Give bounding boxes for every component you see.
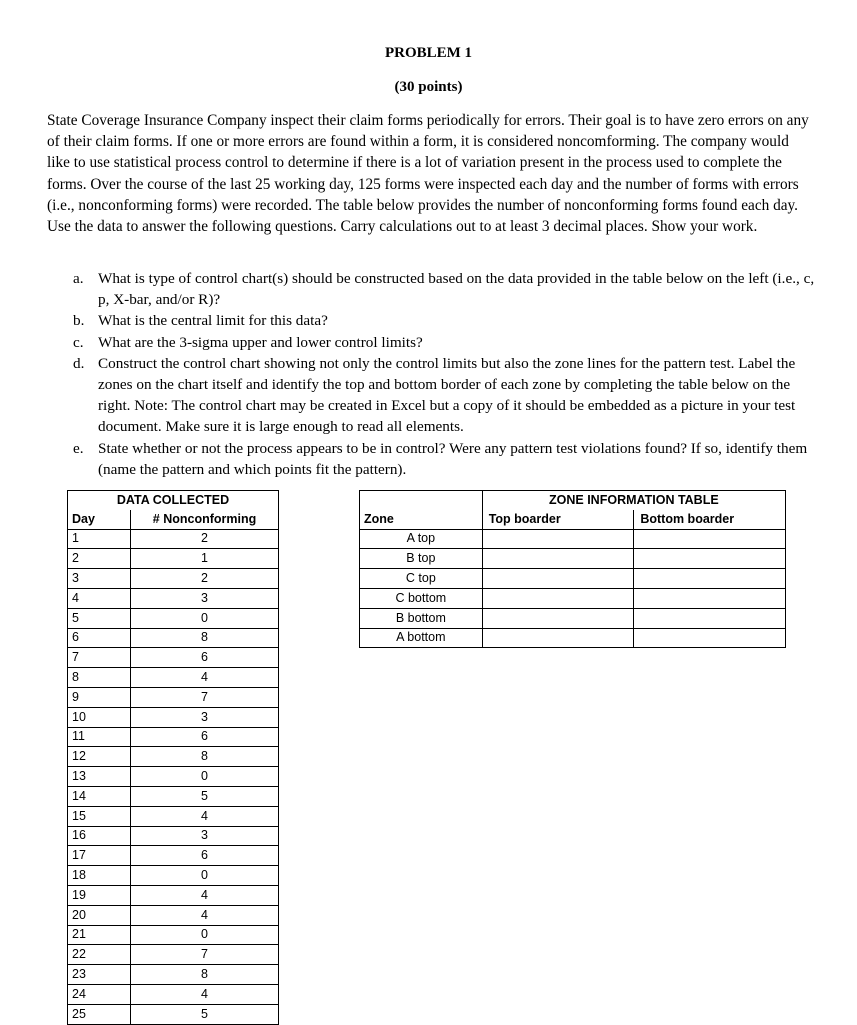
question-letter: c. xyxy=(73,333,84,351)
day-cell: 16 xyxy=(68,826,131,846)
table-row xyxy=(360,628,786,648)
nonconforming-cell: 7 xyxy=(131,945,279,965)
nonconforming-column-header: # Nonconforming xyxy=(131,510,279,529)
zone-cell: A bottom xyxy=(360,628,483,648)
nonconforming-cell: 0 xyxy=(131,767,279,787)
data-table-body xyxy=(68,529,279,1024)
question-text: What is the central limit for this data? xyxy=(98,312,328,330)
zone-cell: A top xyxy=(360,529,483,549)
table-row xyxy=(360,529,786,549)
problem-points: (30 points) xyxy=(394,79,463,95)
question-e xyxy=(73,438,818,480)
nonconforming-cell: 4 xyxy=(131,984,279,1004)
day-cell: 25 xyxy=(68,1004,131,1024)
table-row xyxy=(68,984,279,1004)
day-cell: 22 xyxy=(68,945,131,965)
zone-cell: C top xyxy=(360,569,483,589)
bottom-border-column-header: Bottom boarder xyxy=(634,510,786,529)
table-row xyxy=(68,727,279,747)
table-row xyxy=(68,588,279,608)
day-cell: 7 xyxy=(68,648,131,668)
table-row xyxy=(68,628,279,648)
nonconforming-cell: 0 xyxy=(131,866,279,886)
day-cell: 20 xyxy=(68,905,131,925)
top-border-cell[interactable] xyxy=(482,569,634,589)
question-text: State whether or not the process appears to be in control? Were any pattern test violations found? If so, identify them (name the pattern and which points fit the pattern). xyxy=(98,439,808,478)
top-border-column-header: Top boarder xyxy=(482,510,634,529)
day-cell: 10 xyxy=(68,707,131,727)
question-text: What are the 3-sigma upper and lower control limits? xyxy=(98,333,423,351)
day-cell: 24 xyxy=(68,984,131,1004)
question-list xyxy=(73,268,818,480)
day-cell: 23 xyxy=(68,965,131,985)
day-cell: 21 xyxy=(68,925,131,945)
bottom-border-cell[interactable] xyxy=(634,628,786,648)
day-cell: 15 xyxy=(68,806,131,826)
table-row xyxy=(68,687,279,707)
zone-column-header: Zone xyxy=(360,510,483,529)
table-row xyxy=(360,588,786,608)
problem-title: PROBLEM 1 xyxy=(384,45,473,61)
table-row xyxy=(68,905,279,925)
day-cell: 9 xyxy=(68,687,131,707)
zone-table-title: ZONE INFORMATION TABLE xyxy=(482,491,785,510)
question-c xyxy=(73,332,818,353)
table-row xyxy=(360,569,786,589)
day-cell: 5 xyxy=(68,608,131,628)
nonconforming-cell: 3 xyxy=(131,826,279,846)
nonconforming-cell: 2 xyxy=(131,569,279,589)
question-a xyxy=(73,268,818,310)
table-row xyxy=(68,885,279,905)
day-cell: 6 xyxy=(68,628,131,648)
bottom-border-cell[interactable] xyxy=(634,549,786,569)
table-row xyxy=(68,549,279,569)
table-row xyxy=(68,707,279,727)
nonconforming-cell: 4 xyxy=(131,905,279,925)
bottom-border-cell[interactable] xyxy=(634,588,786,608)
table-row xyxy=(68,1004,279,1024)
table-row xyxy=(68,608,279,628)
question-letter: d. xyxy=(73,354,85,372)
question-letter: b. xyxy=(73,312,85,330)
table-row xyxy=(68,786,279,806)
nonconforming-cell: 6 xyxy=(131,648,279,668)
table-row xyxy=(68,965,279,985)
top-border-cell[interactable] xyxy=(482,608,634,628)
day-cell: 14 xyxy=(68,786,131,806)
table-row xyxy=(68,569,279,589)
question-text: Construct the control chart showing not only the control limits but also the zone lines for the pattern test. Label the zones on the chart itself and identify the top and bottom border of each zone by completing the table below on the right. Note: The control chart may be created in Excel but a copy of it should be embedded as a picture in your test document. Make sure it is large enough to read all elements. xyxy=(98,354,796,436)
bottom-border-cell[interactable] xyxy=(634,569,786,589)
zone-information-table xyxy=(359,490,786,648)
table-row xyxy=(68,925,279,945)
question-text: What is type of control chart(s) should be constructed based on the data provided in the table below on the left (i.e., c, p, X-bar, and/or R)? xyxy=(98,270,815,309)
table-row xyxy=(360,549,786,569)
bottom-border-cell[interactable] xyxy=(634,608,786,628)
table-row xyxy=(68,747,279,767)
table-row xyxy=(68,945,279,965)
zone-cell: B bottom xyxy=(360,608,483,628)
day-cell: 18 xyxy=(68,866,131,886)
day-cell: 2 xyxy=(68,549,131,569)
nonconforming-cell: 5 xyxy=(131,786,279,806)
day-cell: 19 xyxy=(68,885,131,905)
problem-intro: State Coverage Insurance Company inspect their claim forms periodically for errors. Their goal is to have zero errors on any of their claim forms. If one or more errors are found within a form, it is considered noncomforming. The company would like to use statistical process control to determine if there is a lot of variation present in the process used to complete the forms. Over the course of the last 25 working day, 125 forms were inspected each day and the number of forms with errors (i.e., nonconforming forms) were recorded. The table below provides the number of nonconforming forms found each day. Use the data to answer the following questions. Carry calculations out to at least 3 decimal places. Show your work. xyxy=(47,112,809,236)
table-row xyxy=(68,529,279,549)
nonconforming-cell: 4 xyxy=(131,806,279,826)
data-table-title: DATA COLLECTED xyxy=(68,491,279,510)
table-row xyxy=(68,846,279,866)
nonconforming-cell: 8 xyxy=(131,965,279,985)
question-letter: e. xyxy=(73,439,84,457)
nonconforming-cell: 3 xyxy=(131,707,279,727)
zone-cell: C bottom xyxy=(360,588,483,608)
data-collected-table xyxy=(67,490,279,1025)
nonconforming-cell: 2 xyxy=(131,529,279,549)
nonconforming-cell: 0 xyxy=(131,608,279,628)
day-cell: 3 xyxy=(68,569,131,589)
table-row xyxy=(68,668,279,688)
nonconforming-cell: 5 xyxy=(131,1004,279,1024)
table-row xyxy=(68,767,279,787)
nonconforming-cell: 0 xyxy=(131,925,279,945)
table-row xyxy=(360,608,786,628)
nonconforming-cell: 3 xyxy=(131,588,279,608)
day-cell: 1 xyxy=(68,529,131,549)
nonconforming-cell: 6 xyxy=(131,846,279,866)
top-border-cell[interactable] xyxy=(482,588,634,608)
nonconforming-cell: 6 xyxy=(131,727,279,747)
day-column-header: Day xyxy=(68,510,131,529)
day-cell: 13 xyxy=(68,767,131,787)
nonconforming-cell: 4 xyxy=(131,668,279,688)
question-letter: a. xyxy=(73,270,84,287)
nonconforming-cell: 8 xyxy=(131,628,279,648)
bottom-border-cell[interactable] xyxy=(634,529,786,549)
question-b xyxy=(73,310,818,331)
top-border-cell[interactable] xyxy=(482,628,634,648)
table-row xyxy=(68,866,279,886)
zone-cell: B top xyxy=(360,549,483,569)
day-cell: 17 xyxy=(68,846,131,866)
day-cell: 11 xyxy=(68,727,131,747)
question-d xyxy=(73,353,818,438)
table-row xyxy=(68,806,279,826)
nonconforming-cell: 8 xyxy=(131,747,279,767)
day-cell: 12 xyxy=(68,747,131,767)
top-border-cell[interactable] xyxy=(482,529,634,549)
table-row xyxy=(68,826,279,846)
day-cell: 8 xyxy=(68,668,131,688)
nonconforming-cell: 7 xyxy=(131,687,279,707)
table-row xyxy=(68,648,279,668)
zone-table-body xyxy=(360,529,786,648)
nonconforming-cell: 1 xyxy=(131,549,279,569)
day-cell: 4 xyxy=(68,588,131,608)
top-border-cell[interactable] xyxy=(482,549,634,569)
nonconforming-cell: 4 xyxy=(131,885,279,905)
